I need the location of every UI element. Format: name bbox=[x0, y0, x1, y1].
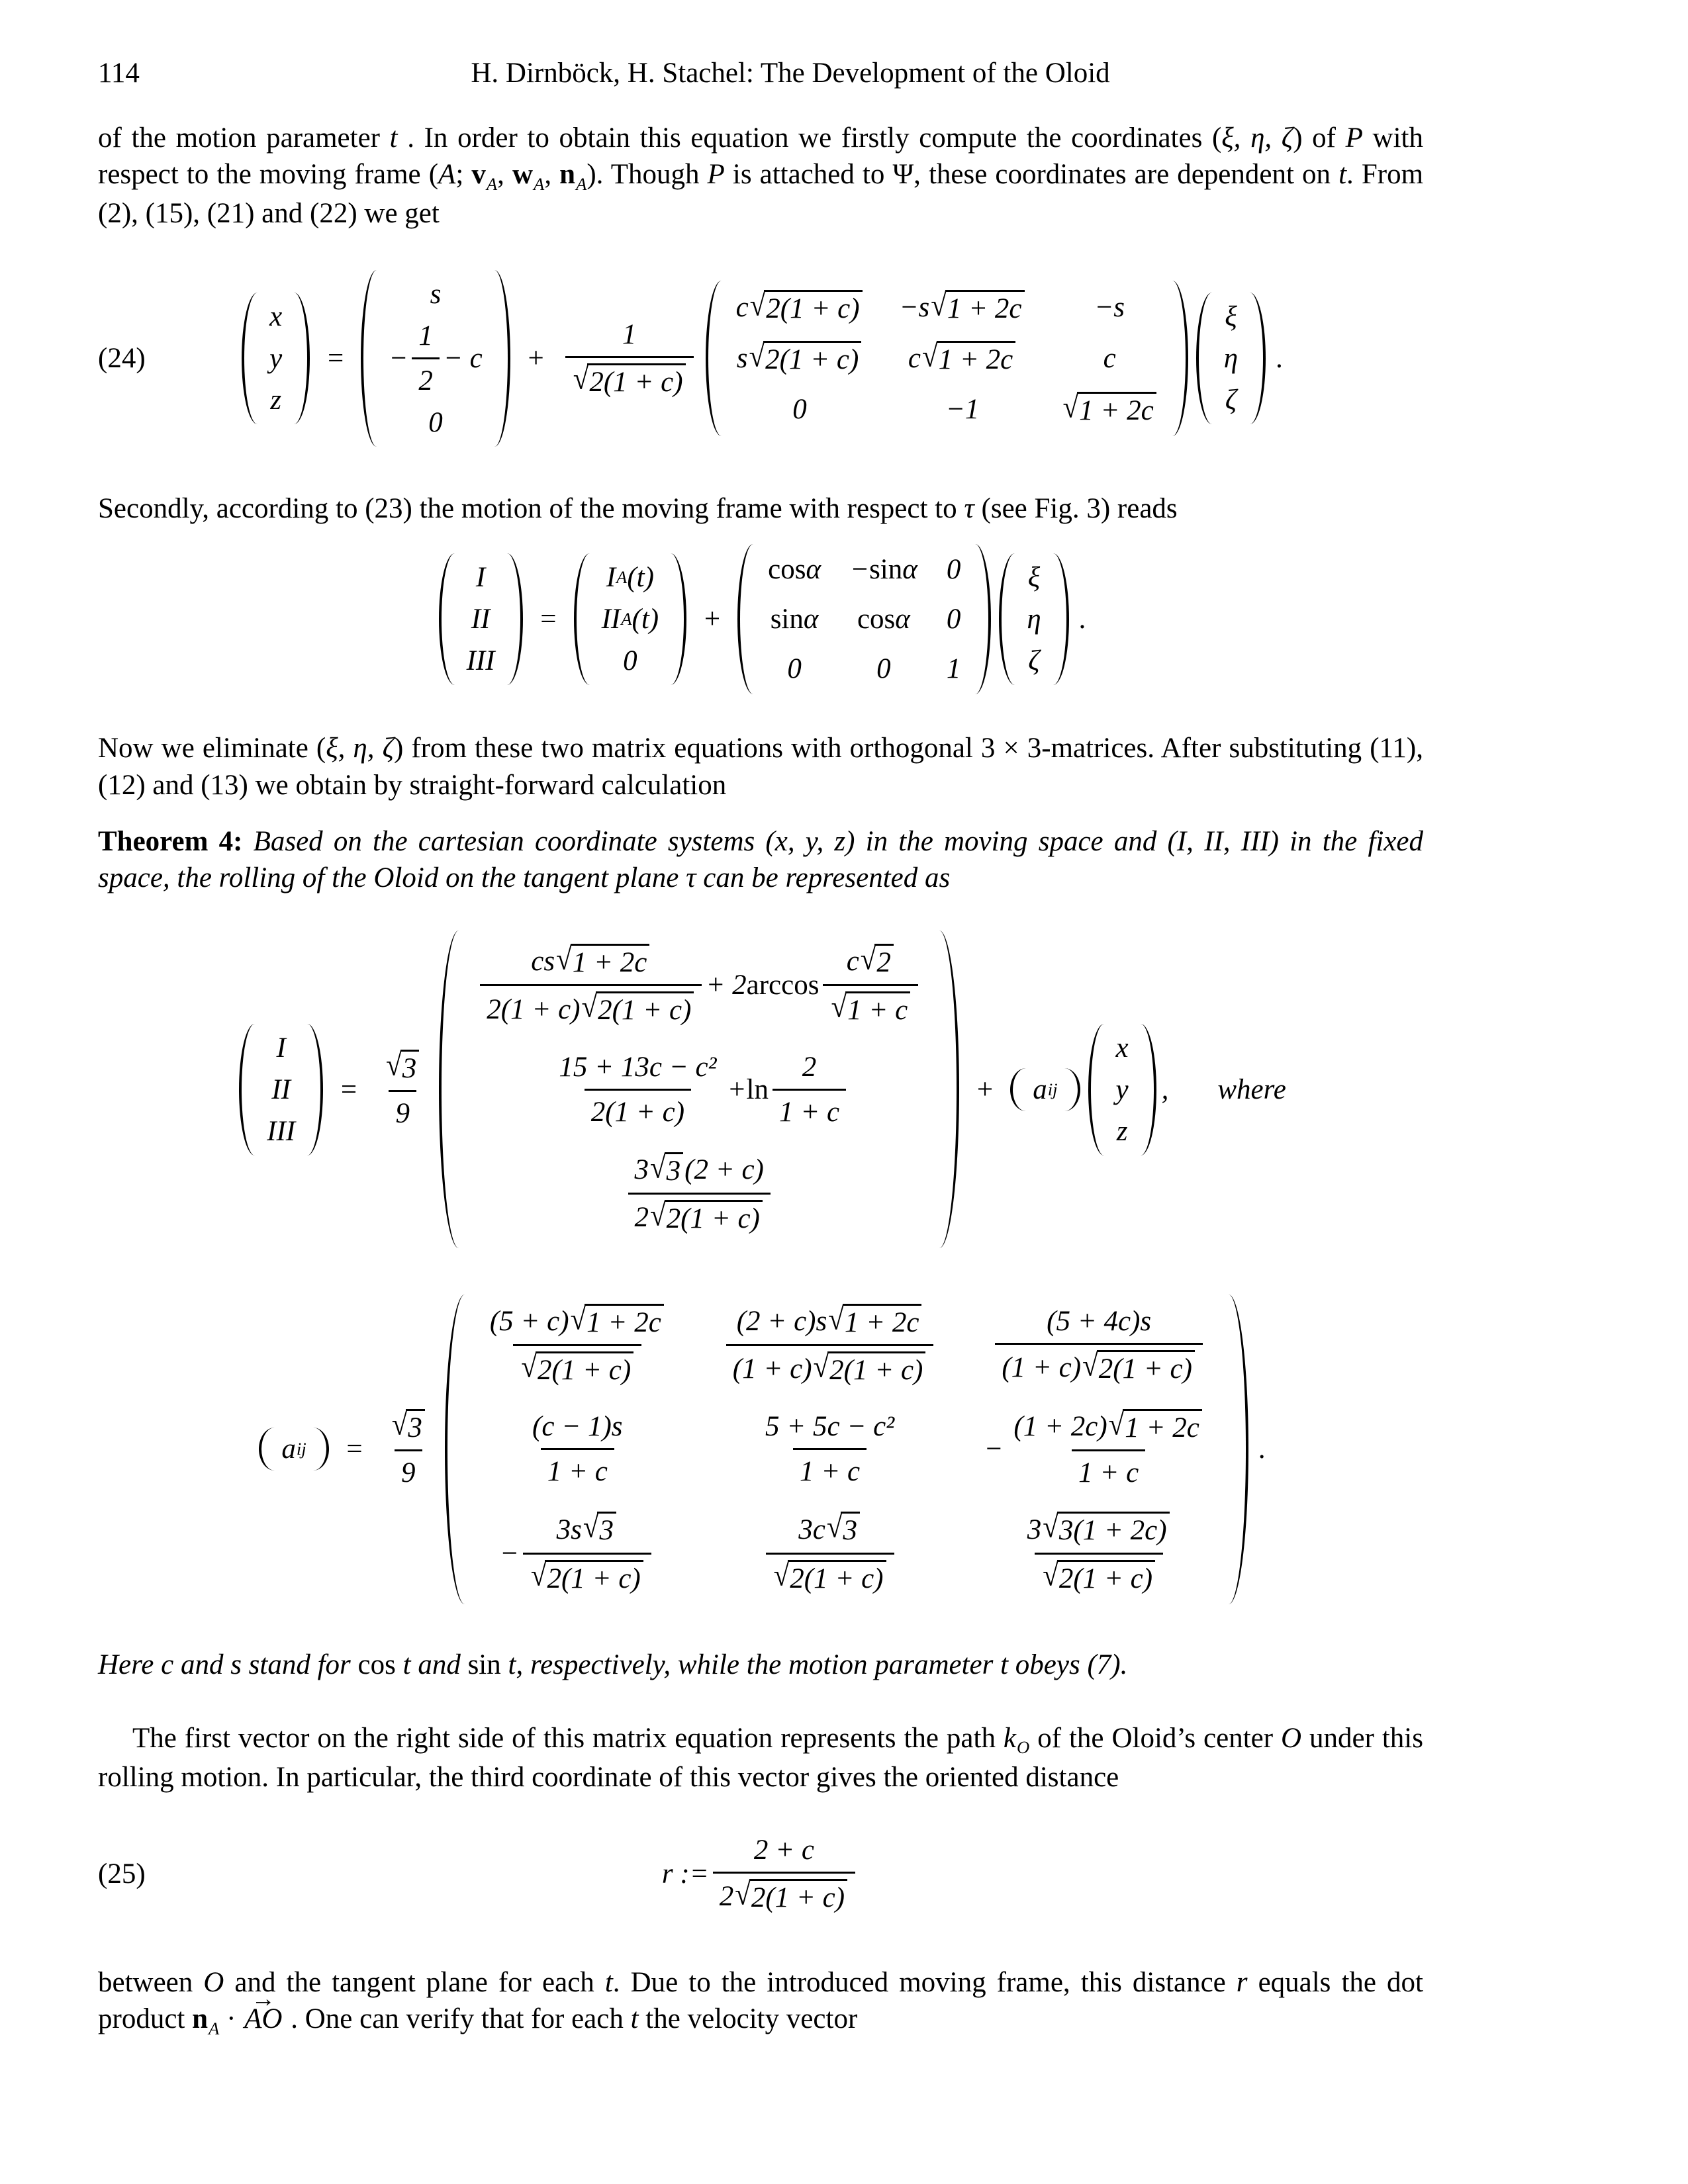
matrix-cell: −s bbox=[1094, 291, 1125, 323]
right-paren-icon bbox=[1172, 281, 1188, 436]
paragraph-first-vector: The first vector on the right side of this matrix equation represents the path $k_O$ of the Oloid’s center O under this rolling motion. In particular, the third coordinate of this vector gives the oriented distance bbox=[98, 1722, 1423, 1793]
matrix-cell: c bbox=[1103, 343, 1116, 375]
matrix-aij-symbol bbox=[1010, 1068, 1080, 1111]
equals-sign: = bbox=[339, 1073, 359, 1105]
matrix-aij-full bbox=[445, 1295, 1248, 1604]
left-paren-icon bbox=[361, 270, 377, 447]
matrix-cell: 3c √ 3 √ 2(1 + c) bbox=[762, 1512, 898, 1594]
left-paren-icon bbox=[242, 293, 258, 424]
plus-sign: + bbox=[526, 343, 545, 375]
period: . bbox=[1276, 343, 1284, 375]
paragraph-here: Here c and s stand for cos t and sin t, respectively, while the motion parameter t obeys (7). bbox=[98, 1649, 1128, 1680]
vector-entry: x bbox=[1115, 1032, 1129, 1064]
vector-entry: II bbox=[271, 1073, 291, 1105]
vector-xyz bbox=[242, 293, 310, 424]
matrix-cell: $\frac{(c - 1)s}{1 + c}$ bbox=[532, 1411, 623, 1488]
matrix-symbol: a ij bbox=[281, 1433, 306, 1465]
vector-entry: III bbox=[466, 645, 495, 677]
matrix-cell: 0 bbox=[946, 554, 961, 586]
vector-entry: II A (t) bbox=[601, 604, 659, 635]
rotation-matrix-3x3 bbox=[706, 281, 1188, 436]
matrix-cell: −1 bbox=[945, 394, 980, 426]
vector-entry: I bbox=[276, 1032, 286, 1064]
left-paren-icon bbox=[574, 553, 590, 685]
vector-entry: 0 bbox=[428, 407, 443, 439]
vector-entry: η bbox=[1027, 604, 1041, 635]
vector-entry: 0 bbox=[623, 645, 637, 677]
right-paren-icon bbox=[307, 1024, 323, 1156]
paragraph-between: between O and the tangent plane for each t. Due to the introduced moving frame, this distance r equals the dot product $n_A$ · → AO . One can verify that for each t the velocity vector bbox=[98, 1964, 1423, 2040]
page-number: 114 bbox=[98, 58, 140, 89]
equation-frame-motion bbox=[98, 544, 1423, 694]
right-paren-icon bbox=[507, 553, 523, 685]
where-label: where bbox=[1217, 1073, 1286, 1105]
left-paren-icon bbox=[1010, 1068, 1026, 1111]
vector-shift bbox=[361, 270, 510, 447]
right-paren-icon bbox=[1250, 293, 1266, 424]
equation-theorem-main bbox=[98, 931, 1423, 1248]
plus-sign: + bbox=[702, 604, 722, 635]
vector-entry: z bbox=[1116, 1115, 1128, 1147]
matrix-body bbox=[722, 281, 1172, 436]
matrix-cell: −s √ 1 + 2c bbox=[900, 290, 1026, 325]
vector-xyz bbox=[1088, 1024, 1156, 1156]
equals-sign: = bbox=[344, 1433, 364, 1465]
matrix-cell: − sin α bbox=[850, 554, 917, 586]
vector-entry: III bbox=[267, 1115, 296, 1147]
matrix-cell: √ 1 + 2c bbox=[1062, 392, 1158, 427]
matrix-cell: 3 √ 3(1 + 2c) √ 2(1 + c) bbox=[1017, 1512, 1182, 1594]
equation-25-label: (25) bbox=[98, 1858, 146, 1889]
right-paren-icon bbox=[1141, 1024, 1156, 1156]
vector-body bbox=[1104, 1024, 1141, 1156]
left-paren-icon bbox=[445, 1295, 465, 1604]
matrix-body bbox=[465, 1295, 1229, 1604]
matrix-aij-symbol bbox=[259, 1428, 328, 1471]
left-paren-icon bbox=[439, 931, 459, 1248]
left-paren-icon bbox=[706, 281, 722, 436]
vector-body bbox=[1015, 553, 1053, 685]
equals-sign: = bbox=[326, 343, 346, 375]
plus-sign: + bbox=[975, 1073, 995, 1105]
matrix-cell: c √ 1 + 2c bbox=[908, 341, 1017, 376]
matrix-cell: $\frac{\text{5 + 5c − c²}}{1 + c}$ bbox=[765, 1411, 895, 1488]
matrix-cell: (2 + c)s √ 1 + 2c (1 + c) √ 2(1 + c) bbox=[722, 1304, 938, 1387]
vector-body bbox=[255, 1024, 307, 1156]
matrix-cell: sin α bbox=[770, 604, 819, 635]
period: . bbox=[1258, 1433, 1266, 1465]
theorem-body: Based on the cartesian coordinate systems (x, y, z) in the moving space and (I, II, III) in the fixed space, the rolling of the Oloid on the tangent plane τ can be represented as bbox=[98, 825, 1424, 894]
vector-body bbox=[258, 293, 294, 424]
scalar-coefficient: 1 √ 2(1 + c) bbox=[561, 318, 698, 398]
vector-body bbox=[377, 270, 494, 447]
paragraph-eliminate: Now we eliminate (ξ, η, ζ) from these two matrix equations with orthogonal 3 × 3-matrices. After substituting (11), (12) and (13) we obtain by straight-forward calculation bbox=[98, 733, 1423, 801]
vector-entry: s bbox=[430, 279, 442, 310]
right-paren-icon bbox=[671, 553, 686, 685]
matrix-cell: (5 + 4c)s (1 + c) √ 2(1 + c) bbox=[991, 1305, 1207, 1385]
vector-entry: y bbox=[1115, 1073, 1129, 1105]
left-paren-icon bbox=[737, 544, 753, 694]
period: . bbox=[1079, 604, 1087, 635]
vector-body bbox=[459, 931, 939, 1248]
path-column-vector bbox=[439, 931, 959, 1248]
vector-entry: cs √ 1 + 2c 2(1 + c) √ 2(1 + c) + 2 arccos c √ 2 √ 1 + c bbox=[476, 944, 922, 1026]
right-paren-icon bbox=[939, 931, 959, 1248]
equation-aij bbox=[98, 1295, 1423, 1604]
vector-entry: z bbox=[270, 385, 282, 416]
formula-r: r := 2 + c 2 √ 2(1 + c) bbox=[662, 1834, 859, 1914]
vector-body bbox=[1212, 293, 1250, 424]
matrix-symbol-body bbox=[275, 1428, 312, 1471]
right-paren-icon bbox=[494, 270, 510, 447]
vector-entry: 3 √ 3 (2 + c) 2 √ 2(1 + c) bbox=[624, 1152, 774, 1235]
left-paren-icon bbox=[1196, 293, 1212, 424]
left-paren-icon bbox=[439, 553, 455, 685]
matrix-cell: s √ 2(1 + c) bbox=[737, 341, 863, 376]
matrix-symbol: a ij bbox=[1033, 1073, 1058, 1105]
matrix-cell: cos α bbox=[768, 554, 821, 586]
right-paren-icon bbox=[1053, 553, 1069, 685]
equals-sign: = bbox=[538, 604, 558, 635]
paragraph-secondly: Secondly, according to (23) the motion of the moving frame with respect to τ (see Fig. 3) reads bbox=[98, 493, 1178, 525]
vector-entry: y bbox=[269, 343, 283, 375]
scalar-coefficient: √ 3 9 bbox=[374, 1050, 431, 1130]
paragraph-intro: of the motion parameter t . In order to obtain this equation we firstly compute the coordinates (ξ, η, ζ) of P with respect to the moving frame (A; $v_A$, $w_A$, $n_A$). Though P is attached to Ψ, these coordinates are dependent on t. From (2), (15), (21) and (22) we get bbox=[98, 122, 1424, 229]
vector-entry: $\frac{\text{15 + 13c − c²}}{2(1 + c)}$ + ln $\frac{2}{1 + c}$ bbox=[548, 1051, 850, 1128]
vector-entry: ζ bbox=[1028, 645, 1040, 677]
left-paren-icon bbox=[259, 1428, 275, 1471]
theorem-4 bbox=[98, 823, 1423, 897]
matrix-cell: c √ 2(1 + c) bbox=[736, 290, 864, 325]
matrix-body bbox=[753, 544, 975, 694]
left-paren-icon bbox=[239, 1024, 255, 1156]
right-paren-icon bbox=[1229, 1295, 1248, 1604]
vector-entry: ξ bbox=[1225, 301, 1237, 333]
running-title: H. Dirnböck, H. Stachel: The Development of the Oloid bbox=[471, 58, 1110, 89]
matrix-cell: (5 + c) √ 1 + 2c √ 2(1 + c) bbox=[479, 1304, 676, 1387]
equation-25 bbox=[98, 1834, 1423, 1914]
vector-entry: I A (t) bbox=[606, 562, 654, 594]
matrix-cell: 1 bbox=[946, 653, 961, 685]
scalar-coefficient: √ 3 9 bbox=[380, 1409, 437, 1489]
vector-entry: − $\frac{1}{2}$ − c bbox=[389, 320, 483, 397]
theorem-label: Theorem 4: bbox=[98, 825, 243, 857]
matrix-cell: 0 bbox=[946, 604, 961, 635]
matrix-cell: cos α bbox=[857, 604, 910, 635]
left-paren-icon bbox=[1088, 1024, 1104, 1156]
vector-entry: I bbox=[475, 562, 486, 594]
right-paren-icon bbox=[294, 293, 310, 424]
vector-entry: x bbox=[269, 301, 283, 333]
rotation-matrix-alpha bbox=[737, 544, 991, 694]
vector-entry: II bbox=[471, 604, 491, 635]
matrix-cell: 0 bbox=[792, 394, 807, 426]
vector-entry: ζ bbox=[1225, 385, 1237, 416]
right-paren-icon bbox=[1064, 1068, 1080, 1111]
right-paren-icon bbox=[313, 1428, 329, 1471]
vector-I-II-III bbox=[239, 1024, 323, 1156]
matrix-cell: 0 bbox=[876, 653, 891, 685]
matrix-symbol-body bbox=[1026, 1068, 1064, 1111]
left-paren-icon bbox=[999, 553, 1015, 685]
vector-xi-eta-zeta bbox=[1196, 293, 1266, 424]
vector-IA bbox=[574, 553, 687, 685]
vector-entry: ξ bbox=[1027, 562, 1041, 594]
vector-entry: η bbox=[1223, 343, 1239, 375]
matrix-cell: − (1 + 2c) √ 1 + 2c 1 + c bbox=[984, 1409, 1214, 1489]
vector-body bbox=[455, 553, 507, 685]
vector-body bbox=[590, 553, 671, 685]
vector-xi-eta-zeta bbox=[999, 553, 1068, 685]
matrix-cell: 0 bbox=[787, 653, 802, 685]
equation-24-label: (24) bbox=[98, 343, 146, 375]
page-header bbox=[98, 57, 1423, 89]
right-paren-icon bbox=[975, 544, 991, 694]
equation-24 bbox=[98, 270, 1423, 447]
comma: , bbox=[1161, 1073, 1169, 1105]
vector-I-II-III bbox=[439, 553, 523, 685]
matrix-cell: − 3s √ 3 √ 2(1 + c) bbox=[500, 1512, 655, 1594]
